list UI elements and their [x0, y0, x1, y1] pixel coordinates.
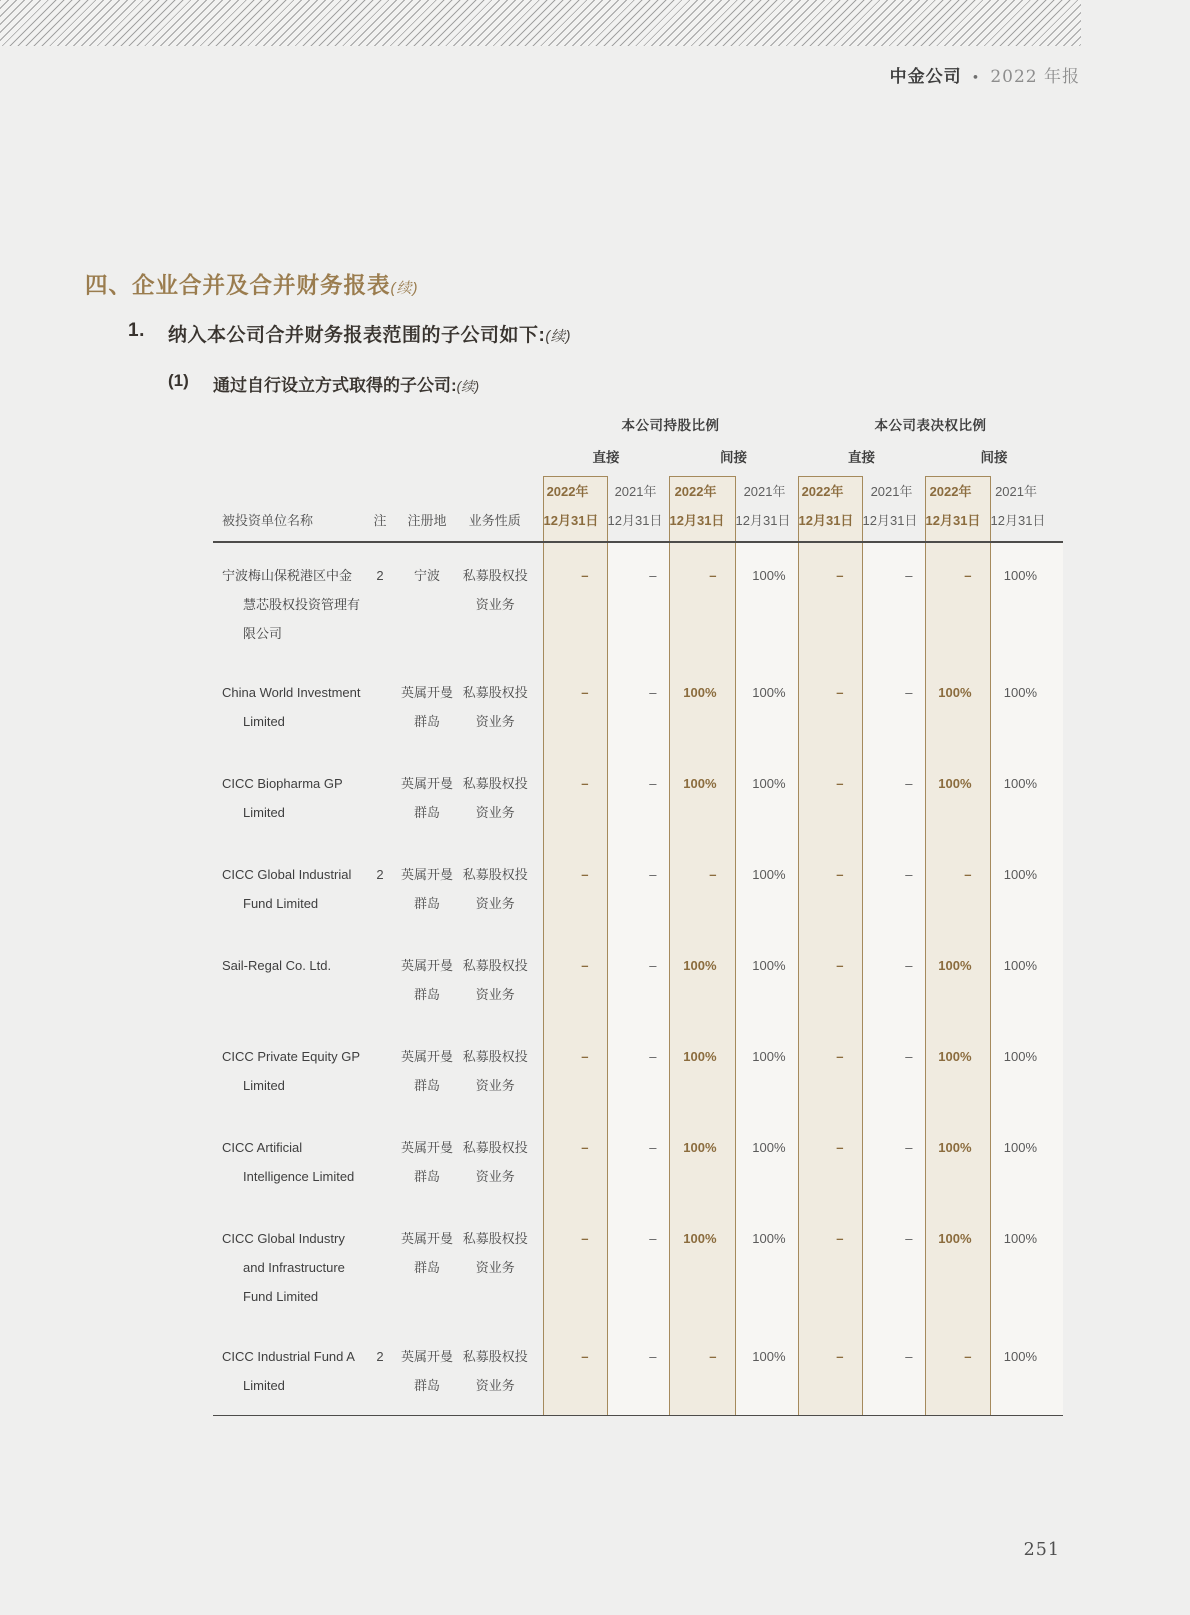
table-row — [213, 933, 1063, 1024]
subgroup-indirect-shareholding: 间接 — [720, 450, 747, 465]
company-name: CICC Biopharma GP Limited — [222, 776, 343, 820]
company-name: CICC Industrial Fund A Limited — [213, 1324, 365, 1415]
shareholding-indirect-2022: 100% — [669, 1024, 735, 1115]
voting-direct-2022: – — [798, 842, 862, 933]
voting-direct-2022: – — [798, 1206, 862, 1324]
business-nature: 私募股权投资业务 — [462, 776, 528, 820]
table-row — [213, 751, 1063, 842]
business-nature: 私募股权投资业务 — [462, 1231, 528, 1275]
table-row — [213, 1024, 1063, 1115]
table-row — [213, 660, 1063, 751]
registered-place: 英属开曼群岛 — [400, 1140, 453, 1184]
voting-direct-2021: – — [862, 1115, 925, 1206]
voting-indirect-2022: 100% — [925, 1024, 990, 1115]
voting-direct-2022: – — [798, 933, 862, 1024]
year-2021: 2021年 — [743, 484, 786, 499]
subsection-1-text: 纳入本公司合并财务报表范围的子公司如下: — [168, 325, 546, 346]
voting-direct-2021: – — [862, 1024, 925, 1115]
group-header-row — [213, 414, 1063, 446]
document-header — [890, 62, 1080, 87]
page-content — [0, 268, 1190, 1416]
voting-direct-2022: – — [798, 542, 862, 660]
shareholding-indirect-2021: 100% — [735, 542, 798, 660]
voting-direct-2021: – — [862, 751, 925, 842]
shareholding-indirect-2022: – — [669, 1324, 735, 1415]
column-header-2021 — [735, 477, 798, 543]
company-name: Sail-Regal Co. Ltd. — [222, 958, 332, 973]
section-continued-mark: (续) — [390, 280, 419, 297]
shareholding-indirect-2022: 100% — [669, 1206, 735, 1324]
shareholding-direct-2022: – — [543, 933, 607, 1024]
company-name: 宁波梅山保税港区中金慧芯股权投资管理有限公司 — [222, 568, 361, 641]
voting-direct-2021: – — [862, 542, 925, 660]
subsection-1-continued-mark: (续) — [545, 329, 572, 345]
date-1231: 12月31日 — [543, 513, 599, 528]
shareholding-direct-2022: – — [543, 1115, 607, 1206]
note-reference — [365, 660, 395, 751]
subsection-1-1-number: (1) — [168, 371, 189, 390]
shareholding-direct-2021: – — [607, 542, 669, 660]
voting-indirect-2022: 100% — [925, 751, 990, 842]
voting-indirect-2021: 100% — [990, 660, 1063, 751]
voting-indirect-2022: 100% — [925, 933, 990, 1024]
column-header-note: 注 — [365, 477, 395, 543]
registered-place: 英属开曼群岛 — [400, 958, 453, 1002]
shareholding-direct-2021: – — [607, 1206, 669, 1324]
column-header-2022 — [925, 477, 990, 543]
shareholding-direct-2021: – — [607, 933, 669, 1024]
note-reference: 2 — [365, 1324, 395, 1415]
column-header-2022 — [669, 477, 735, 543]
voting-direct-2021: – — [862, 1206, 925, 1324]
table-row — [213, 842, 1063, 933]
company-name: CICC Artificial Intelligence Limited — [222, 1140, 355, 1184]
shareholding-indirect-2021: 100% — [735, 1324, 798, 1415]
voting-direct-2022: – — [798, 1324, 862, 1415]
note-reference: 2 — [376, 867, 384, 882]
company-name: CICC Global Industry and Infrastructure Fund Limited — [222, 1231, 345, 1304]
date-1231: 12月31日 — [925, 513, 981, 528]
voting-indirect-2021: 100% — [990, 1115, 1063, 1206]
date-1231: 12月31日 — [669, 513, 725, 528]
date-1231: 12月31日 — [607, 513, 663, 528]
voting-indirect-2021: 100% — [990, 751, 1063, 842]
voting-direct-2022: – — [798, 1115, 862, 1206]
shareholding-direct-2021: – — [607, 1024, 669, 1115]
page-number: 251 — [1023, 1540, 1060, 1560]
voting-indirect-2022: – — [925, 542, 990, 660]
year-2021: 2021年 — [614, 484, 657, 499]
voting-indirect-2022: – — [925, 842, 990, 933]
voting-direct-2021: – — [862, 660, 925, 751]
subsection-1-1-heading — [168, 371, 1190, 396]
shareholding-direct-2022: – — [543, 1324, 607, 1415]
voting-indirect-2021: 100% — [990, 542, 1063, 660]
note-reference — [365, 1115, 395, 1206]
voting-indirect-2021: 100% — [990, 933, 1063, 1024]
shareholding-indirect-2021: 100% — [735, 1115, 798, 1206]
company-name: China World Investment Limited — [222, 685, 361, 729]
subgroup-direct-shareholding: 直接 — [592, 450, 620, 465]
year-2022: 2022年 — [801, 484, 844, 499]
voting-direct-2022: – — [798, 660, 862, 751]
subgroup-indirect-voting: 间接 — [980, 450, 1008, 465]
column-header-2021 — [862, 477, 925, 543]
voting-indirect-2022: 100% — [925, 660, 990, 751]
shareholding-indirect-2021: 100% — [735, 933, 798, 1024]
subsection-1-heading — [128, 320, 1190, 347]
shareholding-indirect-2021: 100% — [735, 842, 798, 933]
section-title: 四、企业合并及合并财务报表 — [85, 273, 391, 298]
shareholding-direct-2021: – — [607, 660, 669, 751]
subsidiaries-table — [213, 414, 1063, 1416]
registered-place: 宁波 — [413, 568, 440, 583]
business-nature: 私募股权投资业务 — [462, 867, 528, 911]
shareholding-direct-2021: – — [607, 1324, 669, 1415]
registered-place: 英属开曼群岛 — [400, 1049, 453, 1093]
date-1231: 12月31日 — [798, 513, 854, 528]
column-header-2022 — [798, 477, 862, 543]
date-1231: 12月31日 — [862, 513, 918, 528]
shareholding-indirect-2022: 100% — [669, 751, 735, 842]
registered-place: 英属开曼群岛 — [400, 1231, 453, 1275]
group-header-shareholding: 本公司持股比例 — [621, 418, 720, 433]
business-nature: 私募股权投资业务 — [462, 1049, 528, 1093]
voting-indirect-2021: 100% — [990, 1024, 1063, 1115]
column-header-business: 业务性质 — [459, 477, 543, 543]
section-heading — [85, 268, 1190, 300]
group-header-voting: 本公司表决权比例 — [874, 418, 987, 433]
company-brand: 中金公司 — [889, 67, 962, 87]
registered-place: 英属开曼群岛 — [400, 867, 453, 911]
shareholding-direct-2022: – — [543, 1206, 607, 1324]
business-nature: 私募股权投资业务 — [459, 1324, 543, 1415]
company-name: CICC Global Industrial Fund Limited — [222, 867, 352, 911]
year-2021: 2021年 — [870, 484, 913, 499]
voting-direct-2022: – — [798, 751, 862, 842]
column-header-row — [213, 477, 1063, 543]
voting-direct-2021: – — [862, 1324, 925, 1415]
shareholding-indirect-2022: 100% — [669, 660, 735, 751]
year-2022: 2022年 — [674, 484, 717, 499]
shareholding-indirect-2021: 100% — [735, 751, 798, 842]
voting-indirect-2022: 100% — [925, 1206, 990, 1324]
column-header-2021 — [607, 477, 669, 543]
voting-indirect-2022: – — [925, 1324, 990, 1415]
table-row — [213, 542, 1063, 660]
shareholding-direct-2022: – — [543, 660, 607, 751]
year-2021: 2021年 — [995, 484, 1037, 499]
voting-indirect-2022: 100% — [925, 1115, 990, 1206]
subgroup-direct-voting: 直接 — [848, 450, 875, 465]
year-2022: 2022年 — [546, 484, 589, 499]
business-nature: 私募股权投资业务 — [462, 1140, 528, 1184]
note-reference — [365, 933, 395, 1024]
shareholding-direct-2021: – — [607, 751, 669, 842]
registered-place: 英属开曼群岛 — [400, 685, 453, 729]
year-2022: 2022年 — [929, 484, 972, 499]
company-name: CICC Private Equity GP Limited — [222, 1049, 360, 1093]
business-nature: 私募股权投资业务 — [462, 568, 528, 612]
shareholding-indirect-2021: 100% — [735, 660, 798, 751]
subsection-1-number: 1. — [128, 320, 145, 341]
table-body — [213, 542, 1063, 1415]
shareholding-indirect-2021: 100% — [735, 1024, 798, 1115]
voting-direct-2022: – — [798, 1024, 862, 1115]
column-header-name: 被投资单位名称 — [213, 477, 365, 543]
shareholding-indirect-2022: – — [669, 842, 735, 933]
shareholding-indirect-2022: 100% — [669, 1115, 735, 1206]
shareholding-indirect-2021: 100% — [735, 1206, 798, 1324]
shareholding-direct-2022: – — [543, 842, 607, 933]
hatch-banner — [0, 0, 1081, 46]
shareholding-indirect-2022: – — [669, 542, 735, 660]
subsection-1-title — [168, 320, 571, 347]
shareholding-direct-2021: – — [607, 1115, 669, 1206]
column-header-place: 注册地 — [395, 477, 459, 543]
subgroup-header-row — [213, 446, 1063, 477]
table-row — [213, 1324, 1063, 1415]
shareholding-direct-2021: – — [607, 842, 669, 933]
note-reference: 2 — [376, 568, 384, 583]
report-edition: 2022 年报 — [990, 67, 1080, 87]
voting-indirect-2021: 100% — [990, 842, 1063, 933]
voting-indirect-2021: 100% — [990, 1206, 1063, 1324]
date-1231: 12月31日 — [735, 513, 791, 528]
shareholding-direct-2022: – — [543, 1024, 607, 1115]
shareholding-direct-2022: – — [543, 751, 607, 842]
subsection-1-1-text: 通过自行设立方式取得的子公司: — [213, 376, 457, 395]
column-header-2022 — [543, 477, 607, 543]
voting-direct-2021: – — [862, 842, 925, 933]
shareholding-direct-2022: – — [543, 542, 607, 660]
subsection-1-1-title — [213, 371, 479, 396]
voting-indirect-2021: 100% — [990, 1324, 1063, 1415]
business-nature: 私募股权投资业务 — [462, 685, 528, 729]
voting-direct-2021: – — [862, 933, 925, 1024]
note-reference — [365, 1024, 395, 1115]
registered-place: 英属开曼群岛 — [395, 1324, 459, 1415]
table-row — [213, 1206, 1063, 1324]
table-header — [213, 414, 1063, 542]
column-header-2021 — [990, 477, 1063, 543]
table-row — [213, 1115, 1063, 1206]
note-reference — [365, 1206, 395, 1324]
bullet-separator: • — [971, 71, 981, 86]
registered-place: 英属开曼群岛 — [400, 776, 453, 820]
business-nature: 私募股权投资业务 — [462, 958, 528, 1002]
shareholding-indirect-2022: 100% — [669, 933, 735, 1024]
note-reference — [365, 751, 395, 842]
date-1231: 12月31日 — [990, 513, 1046, 528]
subsection-1-1-continued-mark: (续) — [456, 379, 480, 394]
